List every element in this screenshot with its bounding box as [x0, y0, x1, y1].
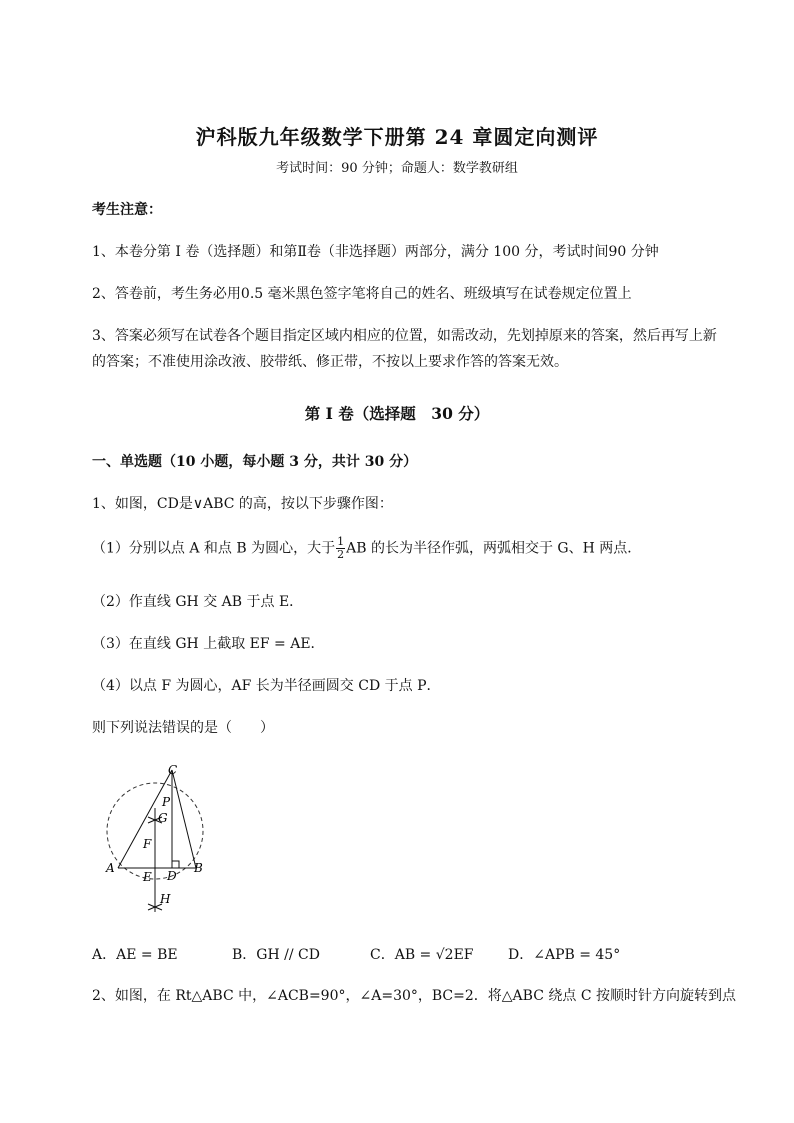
segment-bc — [172, 770, 196, 868]
geometry-figure — [98, 760, 218, 920]
label-d: D — [167, 869, 177, 883]
notice-heading: 考生注意： — [92, 202, 162, 218]
label-e: E — [143, 870, 152, 884]
question-1-ask: 则下列说法错误的是（ ） — [92, 720, 274, 736]
right-angle-mark — [172, 861, 179, 868]
notice-item-3: 3、答案必须写在试卷各个题目指定区域内相应的位置，如需改动，先划掉原来的答案，然后再写上新 — [92, 328, 717, 344]
label-a: A — [106, 861, 115, 875]
step-1-text-b: AB 的长为半径作弧，两弧相交于 G、H 两点． — [346, 540, 642, 557]
label-c: C — [168, 763, 178, 777]
question-1-step-1 — [92, 536, 641, 561]
notice-item-2: 2、答卷前，考生务必用0.5 毫米黑色签字笔将自己的姓名、班级填写在试卷规定位置上 — [92, 286, 632, 302]
option-a[interactable]: A．AE = BE — [92, 947, 178, 963]
notice-item-3-cont: 的答案；不准使用涂改液、胶带纸、修正带，不按以上要求作答的答案无效。 — [92, 354, 568, 370]
fraction-numerator: 1 — [337, 535, 345, 548]
label-g: G — [158, 811, 168, 825]
option-d[interactable]: D．∠APB = 45° — [508, 947, 621, 963]
fraction-denominator: 2 — [337, 548, 345, 561]
question-1-step-2: （2）作直线 GH 交 AB 于点 E． — [92, 594, 304, 610]
label-b: B — [194, 861, 203, 875]
notice-item-1: 1、本卷分第 I 卷（选择题）和第Ⅱ卷（非选择题）两部分，满分 100 分，考试时间90 分钟 — [92, 244, 659, 260]
question-1-step-3: （3）在直线 GH 上截取 EF = AE． — [92, 636, 325, 652]
option-b[interactable]: B．GH // CD — [232, 947, 320, 963]
question-1-stem: 1、如图，CD是∨ABC 的高，按以下步骤作图： — [92, 496, 393, 512]
section-title: 第 I 卷（选择题 30 分） — [304, 404, 490, 423]
fraction-one-half — [336, 536, 345, 561]
exam-info: 考试时间：90 分钟；命题人：数学教研组 — [276, 161, 518, 176]
label-h: H — [160, 892, 171, 906]
page-title: 沪科版九年级数学下册第 24 章圆定向测评 — [195, 125, 599, 149]
question-1-step-4: （4）以点 F 为圆心，AF 长为半径画圆交 CD 于点 P． — [92, 678, 441, 694]
label-p: P — [162, 795, 171, 809]
part-heading: 一、单选题（10 小题，每小题 3 分，共计 30 分） — [92, 454, 418, 470]
option-c[interactable]: C．AB = √2EF — [370, 947, 474, 963]
question-2-stem: 2、如图，在 Rt△ABC 中，∠ACB=90°，∠A=30°，BC=2．将△ABC 绕点 C 按顺时针方向旋转到点 — [92, 988, 736, 1004]
step-1-text-a: （1）分别以点 A 和点 B 为圆心，大于 — [92, 540, 336, 557]
label-f: F — [143, 837, 152, 851]
